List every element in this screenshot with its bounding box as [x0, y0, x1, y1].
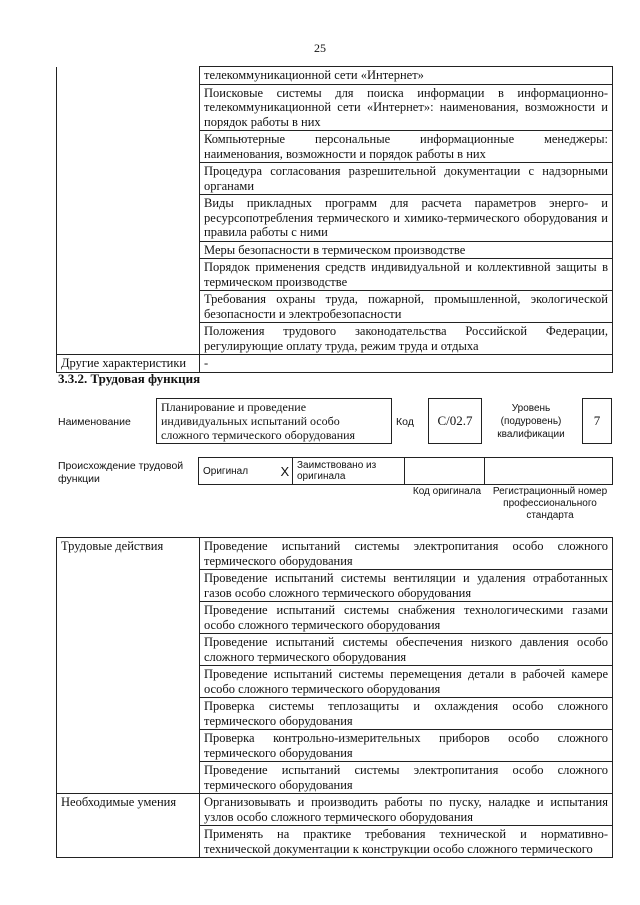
function-name-value: Планирование и проведение индивидуальных испытаний особо сложного термического оборудования [156, 398, 392, 444]
row-label [57, 67, 200, 85]
reg-number-cell [485, 458, 613, 485]
row-label [57, 323, 200, 355]
knowledge-table [56, 66, 613, 373]
code-original-caption: Код оригинала [412, 486, 482, 497]
group-item: Проведение испытаний системы перемещения детали в рабочей камере особо сложного термического оборудования [200, 666, 613, 698]
row-text: Виды прикладных программ для расчета параметров энерго- и ресурсопотребления термического и химико-термического оборудования и правила работы с ними [200, 195, 613, 242]
group-item: Проведение испытаний системы обеспечения низкого давления особо сложного термического оборудования [200, 634, 613, 666]
section-title: 3.3.2. Трудовая функция [58, 371, 201, 386]
row-label [57, 259, 200, 291]
table-row [57, 323, 613, 355]
row-text: Меры безопасности в термическом производстве [200, 241, 613, 259]
labor-actions-table [56, 537, 613, 858]
row-label: Другие характеристики [57, 355, 200, 373]
row-label [57, 291, 200, 323]
table-row [57, 355, 613, 373]
row-text: телекоммуникационной сети «Интернет» [200, 67, 613, 85]
row-text: Положения трудового законодательства Российской Федерации, регулирующие оплату труда, режим труда и отдыха [200, 323, 613, 355]
row-text: Компьютерные персональные информационные менеджеры: наименования, возможности и порядок работы в них [200, 131, 613, 163]
row-label [57, 131, 200, 163]
original-mark: Х [277, 458, 293, 485]
table-row [57, 67, 613, 85]
table-row [57, 241, 613, 259]
row-text: Порядок применения средств индивидуальной и коллективной защиты в термическом производстве [200, 259, 613, 291]
row-label [57, 163, 200, 195]
level-value: 7 [582, 398, 612, 444]
row-text: Требования охраны труда, пожарной, промышленной, экологической безопасности и электробезопасности [200, 291, 613, 323]
table-row [57, 131, 613, 163]
row-label [57, 195, 200, 242]
group-item: Проведение испытаний системы электропитания особо сложного термического оборудования [200, 762, 613, 794]
group-item: Проверка контрольно-измерительных приборов особо сложного термического оборудования [200, 730, 613, 762]
group-item: Проверка системы теплозащиты и охлаждения особо сложного термического оборудования [200, 698, 613, 730]
borrowed-label: Заимствовано из оригинала [293, 458, 405, 485]
row-label [57, 84, 200, 131]
code-value: С/02.7 [428, 398, 482, 444]
table-row [57, 163, 613, 195]
level-label: Уровень (подуровень) квалификации [497, 403, 565, 440]
group-item: Проведение испытаний системы электропитания особо сложного термического оборудования [200, 538, 613, 570]
row-text: Процедура согласования разрешительной документации с надзорными органами [200, 163, 613, 195]
row-text: Поисковые системы для поиска информации в информационно-телекоммуникационной сети «Интернет»: наименования, возможности и порядок работы в них [200, 84, 613, 131]
page-number: 25 [314, 41, 326, 55]
group-item: Проведение испытаний системы вентиляции и удаления отработанных газов особо сложного термического оборудования [200, 570, 613, 602]
origin-table [198, 457, 613, 485]
code-label: Код [396, 416, 414, 428]
group-label: Трудовые действия [57, 538, 200, 794]
origin-label: Происхождение трудовой функции [58, 460, 184, 485]
table-row [57, 259, 613, 291]
table-row [57, 794, 613, 826]
original-label: Оригинал [199, 458, 277, 485]
row-text: - [200, 355, 613, 373]
table-row [57, 538, 613, 570]
table-row [57, 84, 613, 131]
group-item: Применять на практике требования технической и нормативно-технической документации к конструкции особо сложного термического [200, 826, 613, 858]
table-row [57, 291, 613, 323]
table-row [57, 195, 613, 242]
group-label: Необходимые умения [57, 794, 200, 858]
code-original-cell [405, 458, 485, 485]
name-label: Наименование [58, 416, 131, 428]
group-item: Проведение испытаний системы снабжения технологическими газами особо сложного термического оборудования [200, 602, 613, 634]
reg-number-caption: Регистрационный номер профессионального стандарта [492, 486, 608, 521]
group-item: Организовывать и производить работы по пуску, наладке и испытания узлов особо сложного термического оборудования [200, 794, 613, 826]
row-label [57, 241, 200, 259]
